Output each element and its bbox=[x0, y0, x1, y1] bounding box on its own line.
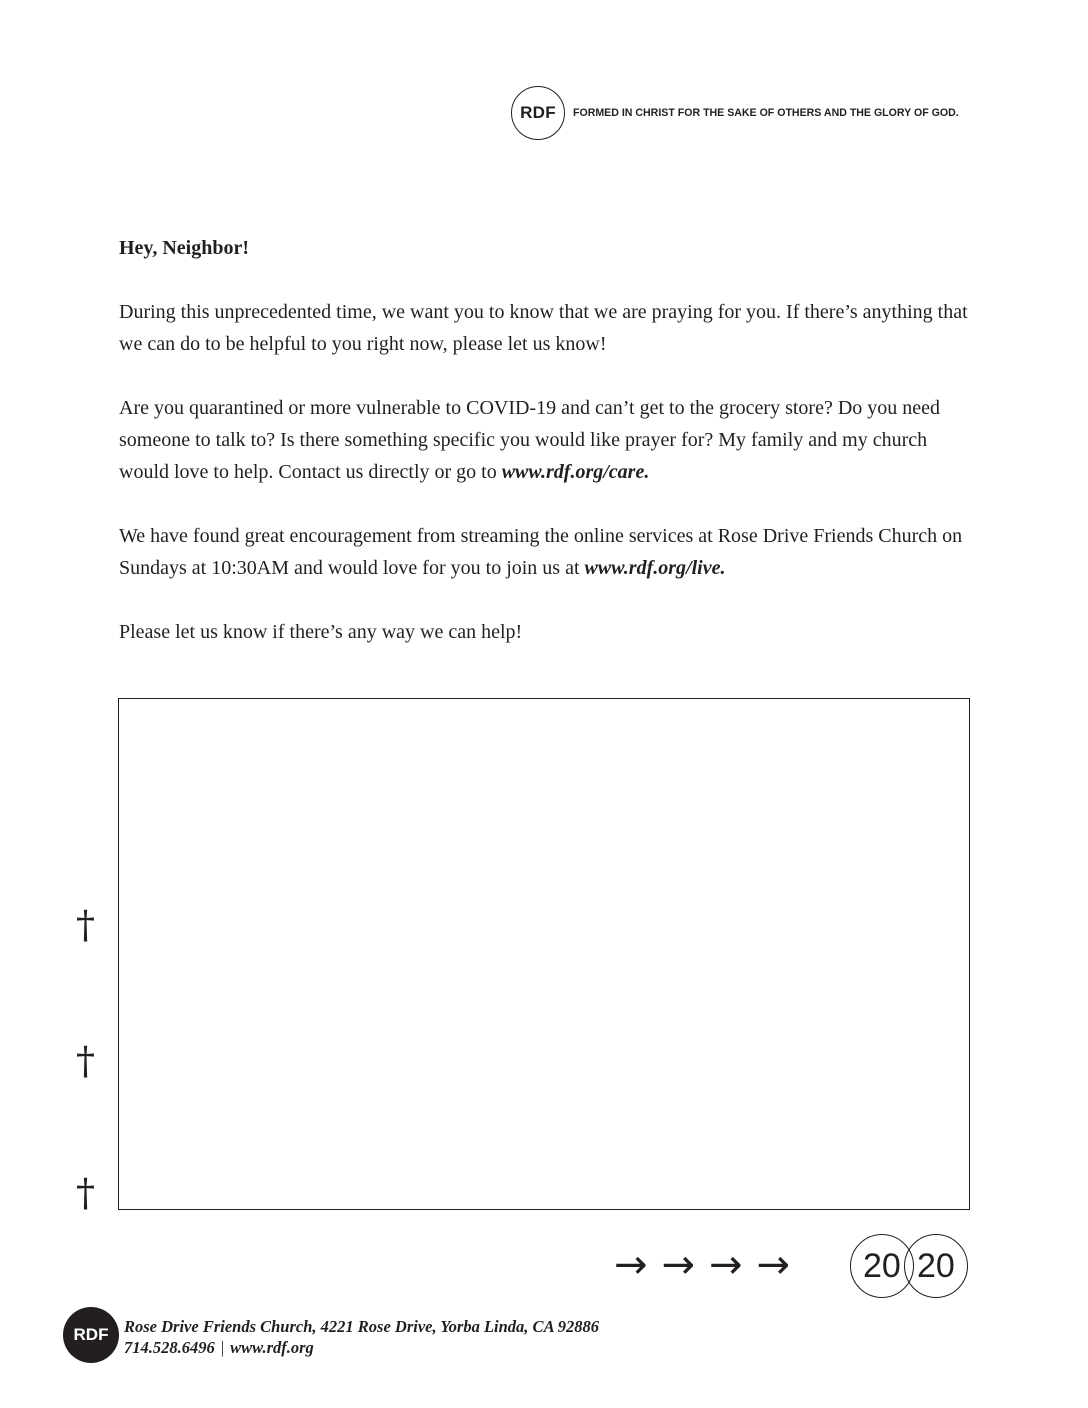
arrow-right-icon: → bbox=[614, 1242, 648, 1288]
letter-body bbox=[119, 232, 979, 680]
footer-phone-web bbox=[124, 1337, 599, 1358]
cross-icon: † bbox=[76, 903, 95, 947]
footer-phone: 714.528.6496 bbox=[124, 1338, 215, 1357]
paragraph-prayer: During this unprecedented time, we want you to know that we are praying for you. If there’s anything that we can do to be helpful to you right now, please let us know! bbox=[119, 301, 968, 355]
year-2020-emblem bbox=[850, 1234, 970, 1298]
year-left-text: 20 bbox=[863, 1247, 901, 1285]
live-link[interactable]: www.rdf.org/live. bbox=[584, 557, 726, 579]
footer-separator: | bbox=[220, 1338, 225, 1357]
arrow-right-icon: → bbox=[661, 1242, 696, 1288]
paragraph-closing: Please let us know if there’s any way we can help! bbox=[119, 621, 523, 643]
header bbox=[511, 86, 959, 140]
paragraph-help-text: Are you quarantined or more vulnerable to COVID-19 and can’t get to the grocery store? Do you need someone to talk to? Is there something specific you would like prayer for? My family and my church would love to help. Contact us directly or go to bbox=[119, 397, 941, 483]
year-right-text: 20 bbox=[917, 1247, 955, 1285]
arrow-row bbox=[614, 1242, 791, 1288]
cross-icon: † bbox=[76, 1039, 95, 1083]
footer-website[interactable]: www.rdf.org bbox=[230, 1338, 314, 1357]
note-box[interactable] bbox=[118, 698, 970, 1210]
rdf-logo: RDF bbox=[511, 86, 565, 140]
paragraph-services-text: We have found great encouragement from streaming the online services at Rose Drive Friends Church on Sundays at 10:30AM and would love for you to join us at bbox=[119, 525, 963, 579]
paragraph-help bbox=[119, 392, 979, 488]
greeting: Hey, Neighbor! bbox=[119, 237, 249, 259]
footer-contact bbox=[124, 1316, 599, 1358]
paragraph-services bbox=[119, 520, 979, 584]
cross-icon: † bbox=[76, 1171, 95, 1215]
arrow-right-icon: → bbox=[709, 1242, 743, 1288]
arrow-right-icon: → bbox=[756, 1242, 791, 1288]
care-link[interactable]: www.rdf.org/care. bbox=[501, 461, 650, 483]
footer-rdf-logo: RDF bbox=[63, 1307, 119, 1363]
tagline: FORMED IN CHRIST FOR THE SAKE OF OTHERS AND THE GLORY OF GOD. bbox=[573, 107, 959, 119]
footer-address: Rose Drive Friends Church, 4221 Rose Drive, Yorba Linda, CA 92886 bbox=[124, 1317, 600, 1336]
